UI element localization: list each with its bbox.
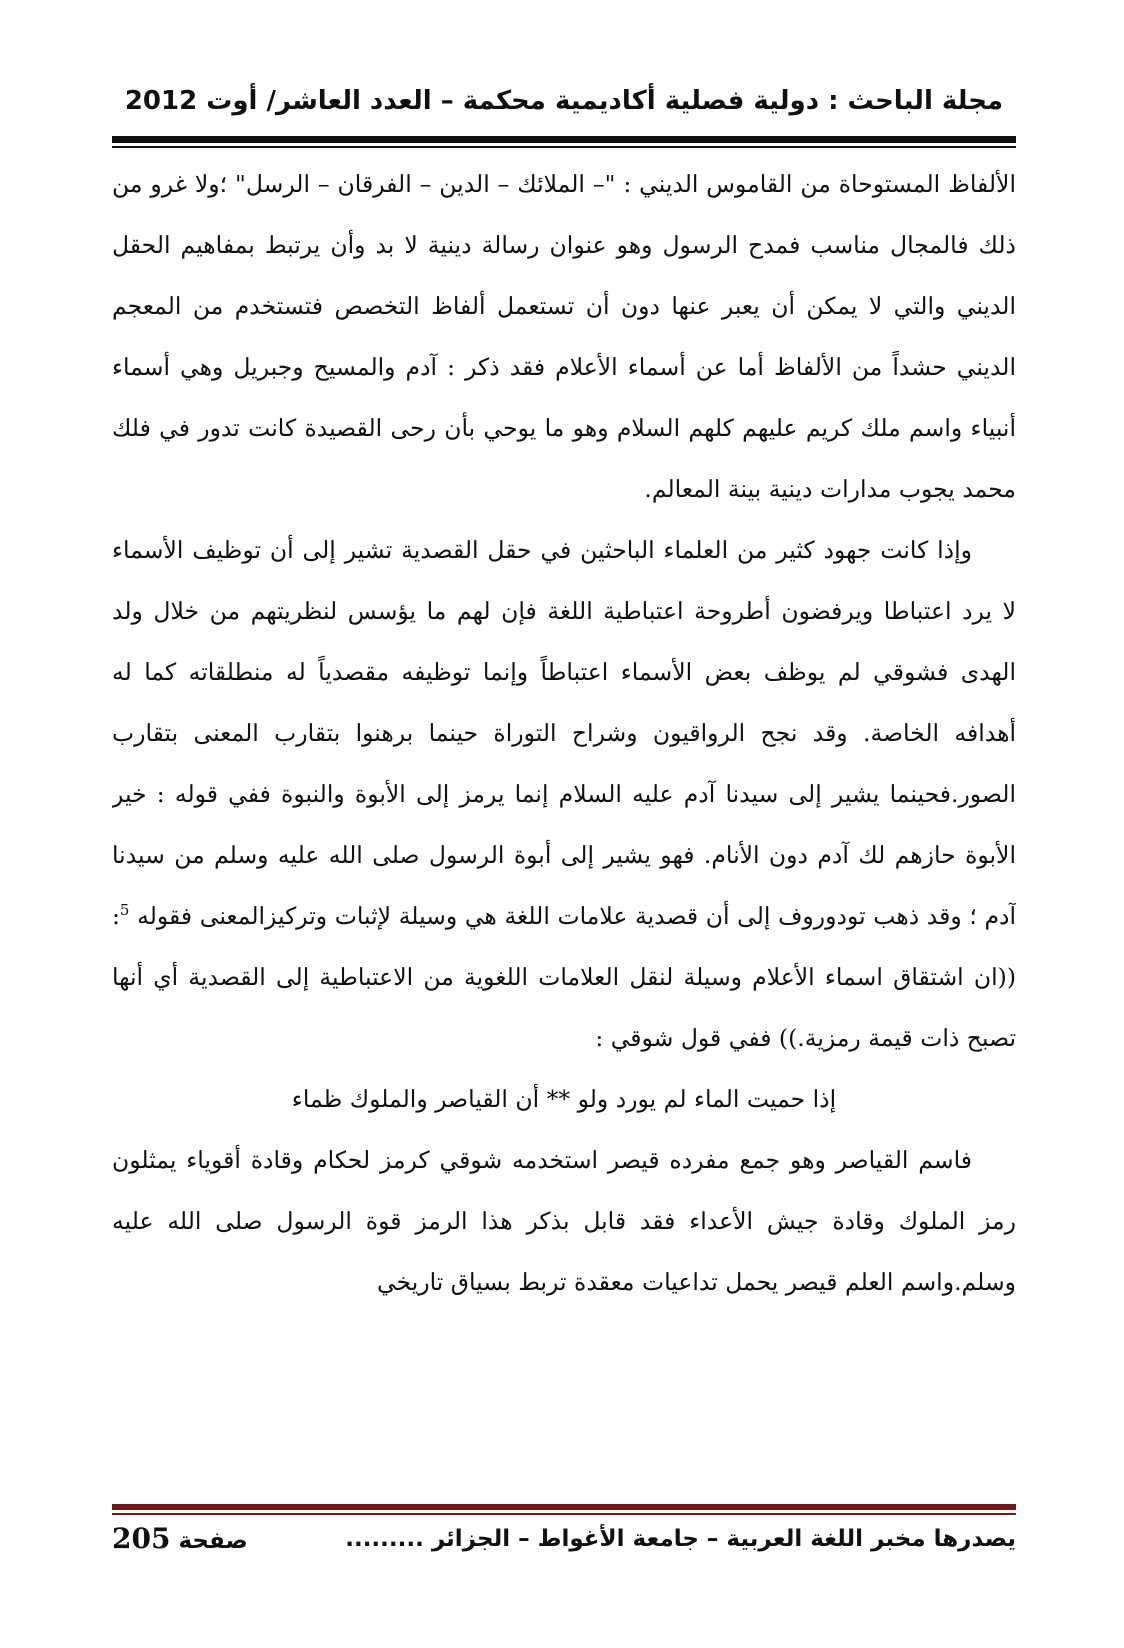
page-label: صفحة	[178, 1528, 248, 1554]
article-body	[112, 154, 1016, 1424]
paragraph-text: وإذا كانت جهود كثير من العلماء الباحثين في حقل القصدية تشير إلى أن توظيف الأسماء لا يرد اعتباطا ويرفضون أطروحة اعتباطية اللغة فإن لهم ما يؤسس لنظريتهم من خلال ولد الهدى فشوقي لم يوظف بعض الأسماء اعتباطاً وإنما توظيفه مقصدياً له منطلقاته كما له أهدافه الخاصة. وقد نجح الرواقيون وشراح التوراة حينما برهنوا بتقارب المعنى بتقارب الصور.فحينما يشير إلى سيدنا آدم عليه السلام إنما يرمز إلى الأبوة والنبوة ففي قوله : خير الأبوة حازهم لك آدم دون الأنام. فهو يشير إلى أبوة الرسول صلى الله عليه وسلم من سيدنا آدم ؛ وقد ذهب تودوروف إلى أن قصدية علامات اللغة هي وسيلة لإثبات وتركيزالمعنى فقوله	[112, 536, 1016, 930]
paragraph-text: قيمة رمزية.)) ففي قول شوقي :	[595, 1024, 913, 1052]
page-footer	[112, 1522, 1016, 1566]
publisher-line: يصدرها مخبر اللغة العربية – جامعة الأغواط – الجزائر .........	[345, 1526, 1016, 1552]
footer-rule	[112, 1504, 1016, 1515]
poetry-verse: إذا حميت الماء لم يورد ولو ** أن القياصر والملوك ظماء	[291, 1085, 837, 1113]
footnote-reference: 5	[119, 901, 130, 920]
paragraph	[112, 520, 1016, 1069]
paragraph: فاسم القياصر وهو جمع مفرده قيصر استخدمه شوقي كرمز لحكام وقادة أقوياء يمثلون رمز الملوك وقادة جيش الأعداء فقد قابل بذكر هذا الرمز قوة الرسول صلى الله عليه وسلم.واسم العلم قيصر يحمل تداعيات معقدة تربط بسياق تاريخي	[112, 1146, 1016, 1296]
page-number-block	[112, 1522, 264, 1555]
paragraph: الألفاظ المستوحاة من القاموس الديني : "– الملائك – الدين – الفرقان – الرسل" ؛ولا غرو من ذلك فالمجال مناسب فمدح الرسول وهو عنوان رسالة دينية لا بد وأن يرتبط بمفاهيم الحقل الديني والتي لا يمكن أن يعبر عنها دون أن تستعمل ألفاظ التخصص فتستخدم من المعجم الديني حشداً من الألفاظ أما عن أسماء الأعلام فقد ذكر : آدم والمسيح وجبريل وهي أسماء أنبياء واسم ملك كريم عليهم كلهم السلام وهو ما يوحي بأن رحى القصيدة كانت تدور في فلك محمد يجوب مدارات دينية بينة المعالم.	[112, 170, 1016, 503]
page-number: 205	[112, 1522, 171, 1555]
journal-header: مجلة الباحث : دولية فصلية أكاديمية محكمة – العدد العاشر/ أوت 2012	[124, 86, 1004, 116]
quotation: :((ان اشتقاق اسماء الأعلام وسيلة لنقل العلامات اللغوية من الاعتباطية إلى القصدية أي أنها تصبح ذات	[112, 902, 1016, 1052]
